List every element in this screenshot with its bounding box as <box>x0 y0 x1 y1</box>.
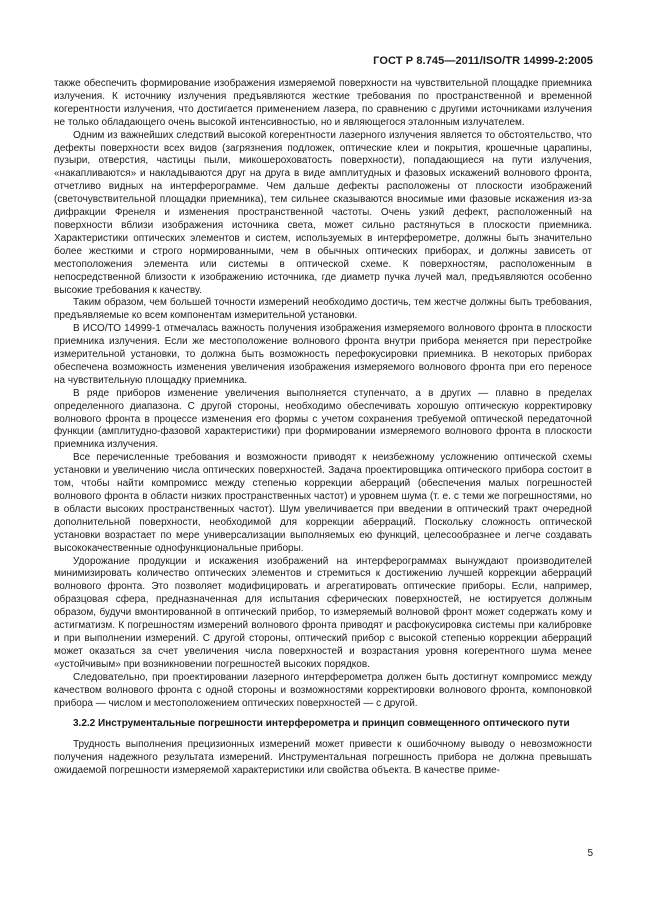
standard-code-header: ГОСТ Р 8.745—2011/ISO/TR 14999-2:2005 <box>373 55 593 67</box>
paragraph: Все перечисленные требования и возможности приводят к неизбежному усложнению оптической схемы установки и увеличению числа оптических поверхностей. Задача проектировщика оптического прибора состоит в том, чтобы найти компромисс между степенью коррекции аберраций (обеспечения малых погрешностей волнового фронта в области низких пространственных частот) и уровнем шума (т. е. с теми же погрешностями, но в области высоких пространственных частот). Шум увеличивается при введении в оптический тракт очередной дополнительной поверхности, необходимой для коррекции аберраций. Поскольку сложность оптической установки возрастает по мере универсализации выполняемых ею функций, целесообразнее и легче создавать высококачественные однофункциональные приборы. <box>54 452 592 554</box>
main-text <box>54 78 592 778</box>
paragraph: Одним из важнейших следствий высокой когерентности лазерного излучения является то обстоятельство, что дефекты поверхности всех видов (загрязнения подложек, оптические клеи и покрытия, крошечные царапины, пузыри, отверстия, частицы пыли, микошероховатость поверхности), попадающиеся на пути излучения, «накапливаются» и накладываются друг на друга в виде амплитудных и фазовых искажений волнового фронта, отчетливо видных на интерферограмме. Чем дальше дефекты расположены от плоскости изображений (светочувствительной площадки приемника), тем сильнее сказываются вносимые ими фазовые искажения из-за дифракции Френеля и изменения пространственной частоты. Очень узкий дефект, расположенный на поверхности вблизи изображения источника света, может сильно растянуться в плоскости приемника. Характеристики оптических элементов и систем, используемых в интерферометре, должны быть значительно более жесткими и строго нормированными, чем в обычных оптических приборах, и должны зависеть от местоположения элемента или системы в оптической схеме. К поверхностям, расположенным в непосредственной близости к изображению источника, где диаметр пучка лучей мал, предъявляются особенно высокие требования к качеству. <box>54 129 592 296</box>
paragraph: Следовательно, при проектировании лазерного интерферометра должен быть достигнут компромисс между качеством волнового фронта с одной стороны и возможностями корректировки волнового фронта, компоновкой прибора — числом и местоположением оптических поверхностей — с другой. <box>54 671 592 709</box>
paragraph: В ряде приборов изменение увеличения выполняется ступенчато, а в других — плавно в пределах определенного диапазона. С другой стороны, необходимо обеспечивать хорошую оптическую корректировку волнового фронта в процессе изменения его формы с учетом сохранения требуемой оптической передаточной функции (амплитудно-фазовой характеристики) при формировании измеряемого волнового фронта в плоскости приемника излучения. <box>54 387 592 451</box>
paragraph: Трудность выполнения прецизионных измерений может привести к ошибочному выводу о невозможности получения надежного результата измерений. Инструментальная погрешность прибора не должна превышать ожидаемой погрешности измеряемой характеристики или свойства объекта. В качестве приме- <box>54 739 592 777</box>
paragraph-continuation: также обеспечить формирование изображения измеряемой поверхности на чувствительной площадке приемника излучения. К источнику излучения предъявляются жесткие требования по пространственной и временной когерентности излучения, что достигается применением лазера, по сравнению с другими источниками излучения не только обладающего очень высокой интенсивностью, но и являющегося эталонным излучателем. <box>54 78 592 128</box>
paragraph: Удорожание продукции и искажения изображений на интерферограммах вынуждают производителей минимизировать количество оптических элементов и стремиться к достижению лучшей коррекции аберраций волнового фронта. Это позволяет модифицировать и агрегатировать оптические приборы. Если, например, образцовая сфера, предназначенная для испытания сферических поверхностей, не юстируется должным образом, будучи вмонтированной в оптический прибор, то измеряемый волновой фронт может содержать кому и астигматизм. К погрешностям измерений волнового фронта приводят и расфокусировка системы при калибровке и при выполнении измерений. С другой стороны, оптический прибор с высокой степенью коррекции аберраций может оказаться за счет увеличения числа поверхностей и возрастания уровня когерентного шума менее «устойчивым» при возникновении погрешностей высоких порядков. <box>54 555 592 670</box>
section-title: 3.2.2 Инструментальные погрешности интерферометра и принцип совмещенного оптического пути <box>73 718 570 730</box>
page-number: 5 <box>587 848 593 859</box>
paragraph: В ИСО/ТО 14999-1 отмечалась важность получения изображения измеряемого волнового фронта в плоскости приемника излучения. Если же местоположение волнового фронта внутри прибора меняется при перестройке измерительной установки, то должна быть возможность перефокусировки приемника. В некоторых приборах обеспечена возможность изменения увеличения изображения измеряемого волнового фронта при его переносе на чувствительную площадку приемника. <box>54 323 592 386</box>
paragraph: Таким образом, чем большей точности измерений необходимо достичь, тем жестче должны быть требования, предъявляемые ко всем компонентам измерительной установки. <box>54 297 592 322</box>
